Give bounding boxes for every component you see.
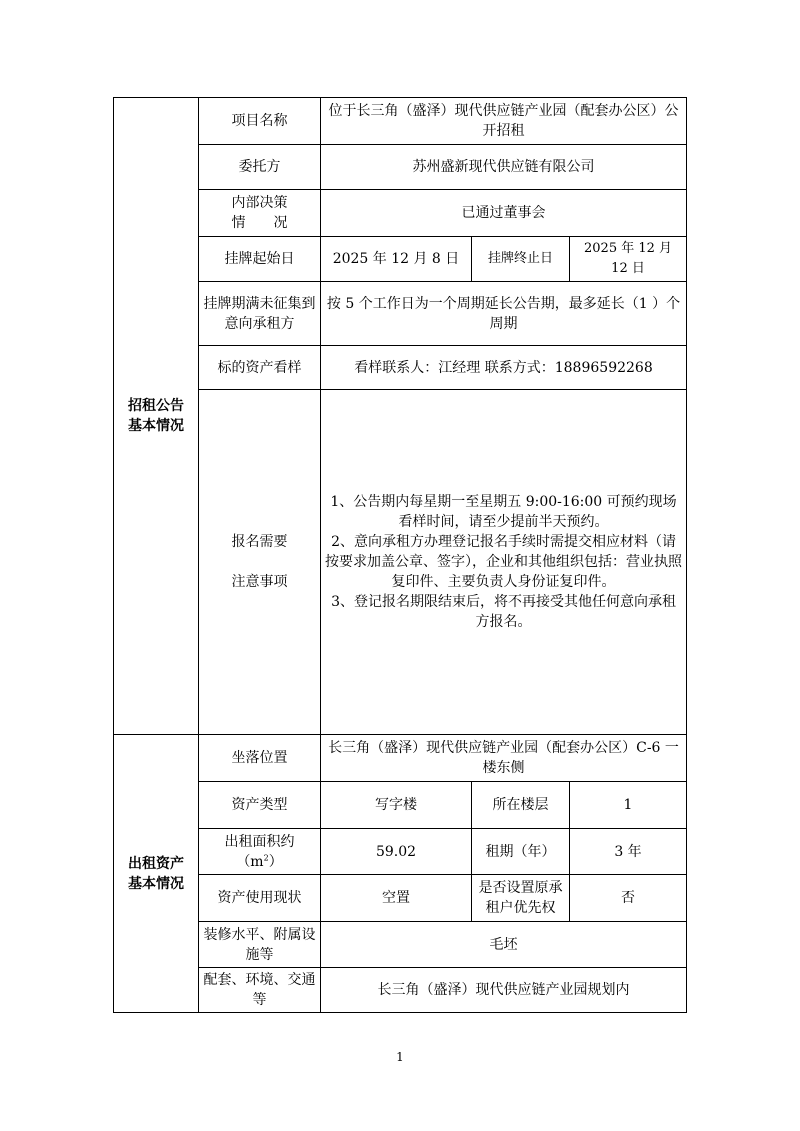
decision-label xyxy=(199,190,321,237)
area-label-text: 出租面积约（m xyxy=(224,833,295,870)
client-label: 委托方 xyxy=(199,145,321,190)
notes-label xyxy=(199,390,321,735)
priority-value: 否 xyxy=(570,875,687,922)
area-label-end: ） xyxy=(268,853,283,870)
expiry-value: 按 5 个工作日为一个周期延长公告期，最多延长（1 ）个周期 xyxy=(321,282,687,346)
viewing-row xyxy=(114,346,687,390)
lease-term-value: 3 年 xyxy=(570,829,687,875)
viewing-value: 看样联系人：江经理 联系方式：18896592268 xyxy=(321,346,687,390)
facilities-label: 配套、环境、交通等 xyxy=(199,968,321,1013)
decoration-label: 装修水平、附属设施等 xyxy=(199,922,321,968)
priority-label: 是否设置原承租户优先权 xyxy=(472,875,570,922)
client-row xyxy=(114,145,687,190)
notes-label-line2: 注意事项 xyxy=(231,574,288,590)
end-date-value: 2025 年 12 月 12 日 xyxy=(570,237,687,282)
notes-row xyxy=(114,390,687,735)
client-value: 苏州盛新现代供应链有限公司 xyxy=(321,145,687,190)
section-title-asset xyxy=(114,735,199,1013)
decision-value: 已通过董事会 xyxy=(321,190,687,237)
note-item: 2、意向承租方办理登记报名手续时需提交相应材料（请按要求加盖公章、签字），企业和其他组织包括：营业执照复印件、主要负责人身份证复印件。 xyxy=(325,534,683,590)
notes-value xyxy=(321,390,687,735)
expiry-row xyxy=(114,282,687,346)
end-date-label: 挂牌终止日 xyxy=(472,237,570,282)
location-label: 坐落位置 xyxy=(199,735,321,782)
decision-label-line2: 情 况 xyxy=(231,215,288,231)
usage-row xyxy=(114,875,687,922)
facilities-value: 长三角（盛泽）现代供应链产业园规划内 xyxy=(321,968,687,1013)
area-row xyxy=(114,829,687,875)
facilities-row xyxy=(114,968,687,1013)
notes-label-line1: 报名需要 xyxy=(231,534,288,550)
usage-value: 空置 xyxy=(321,875,472,922)
section-title-line1: 招租公告 xyxy=(128,398,184,414)
location-row xyxy=(114,735,687,782)
decoration-value: 毛坯 xyxy=(321,922,687,968)
location-value: 长三角（盛泽）现代供应链产业园（配套办公区）C-6 一楼东侧 xyxy=(321,735,687,782)
usage-label: 资产使用现状 xyxy=(199,875,321,922)
notice-table xyxy=(113,97,687,1013)
section-title-line2: 基本情况 xyxy=(128,875,184,892)
lease-term-label: 租期（年） xyxy=(472,829,570,875)
area-value: 59.02 xyxy=(321,829,472,875)
section-title-line2: 基本情况 xyxy=(128,418,184,434)
asset-type-row xyxy=(114,782,687,829)
area-label xyxy=(199,829,321,875)
note-item: 1、公告期内每星期一至星期五 9:00-16:00 可预约现场看样时间，请至少提前半天预约。 xyxy=(330,494,677,530)
floor-label: 所在楼层 xyxy=(472,782,570,829)
start-date-label: 挂牌起始日 xyxy=(199,237,321,282)
decision-row xyxy=(114,190,687,237)
listing-dates-row xyxy=(114,237,687,282)
decision-label-line1: 内部决策 xyxy=(231,195,288,211)
section-title-line1: 出租资产 xyxy=(128,855,184,872)
start-date-value: 2025 年 12 月 8 日 xyxy=(321,237,472,282)
section-title-announcement xyxy=(114,98,199,735)
page-number: 1 xyxy=(396,1050,404,1064)
project-name-label: 项目名称 xyxy=(199,98,321,145)
project-name-value: 位于长三角（盛泽）现代供应链产业园（配套办公区）公开招租 xyxy=(321,98,687,145)
note-item: 3、登记报名期限结束后，将不再接受其他任何意向承租方报名。 xyxy=(331,594,676,630)
project-name-row xyxy=(114,98,687,145)
area-label-sup: 2 xyxy=(263,852,269,862)
asset-type-label: 资产类型 xyxy=(199,782,321,829)
decoration-row xyxy=(114,922,687,968)
viewing-label: 标的资产看样 xyxy=(199,346,321,390)
floor-value: 1 xyxy=(570,782,687,829)
expiry-label: 挂牌期满未征集到意向承租方 xyxy=(199,282,321,346)
asset-type-value: 写字楼 xyxy=(321,782,472,829)
